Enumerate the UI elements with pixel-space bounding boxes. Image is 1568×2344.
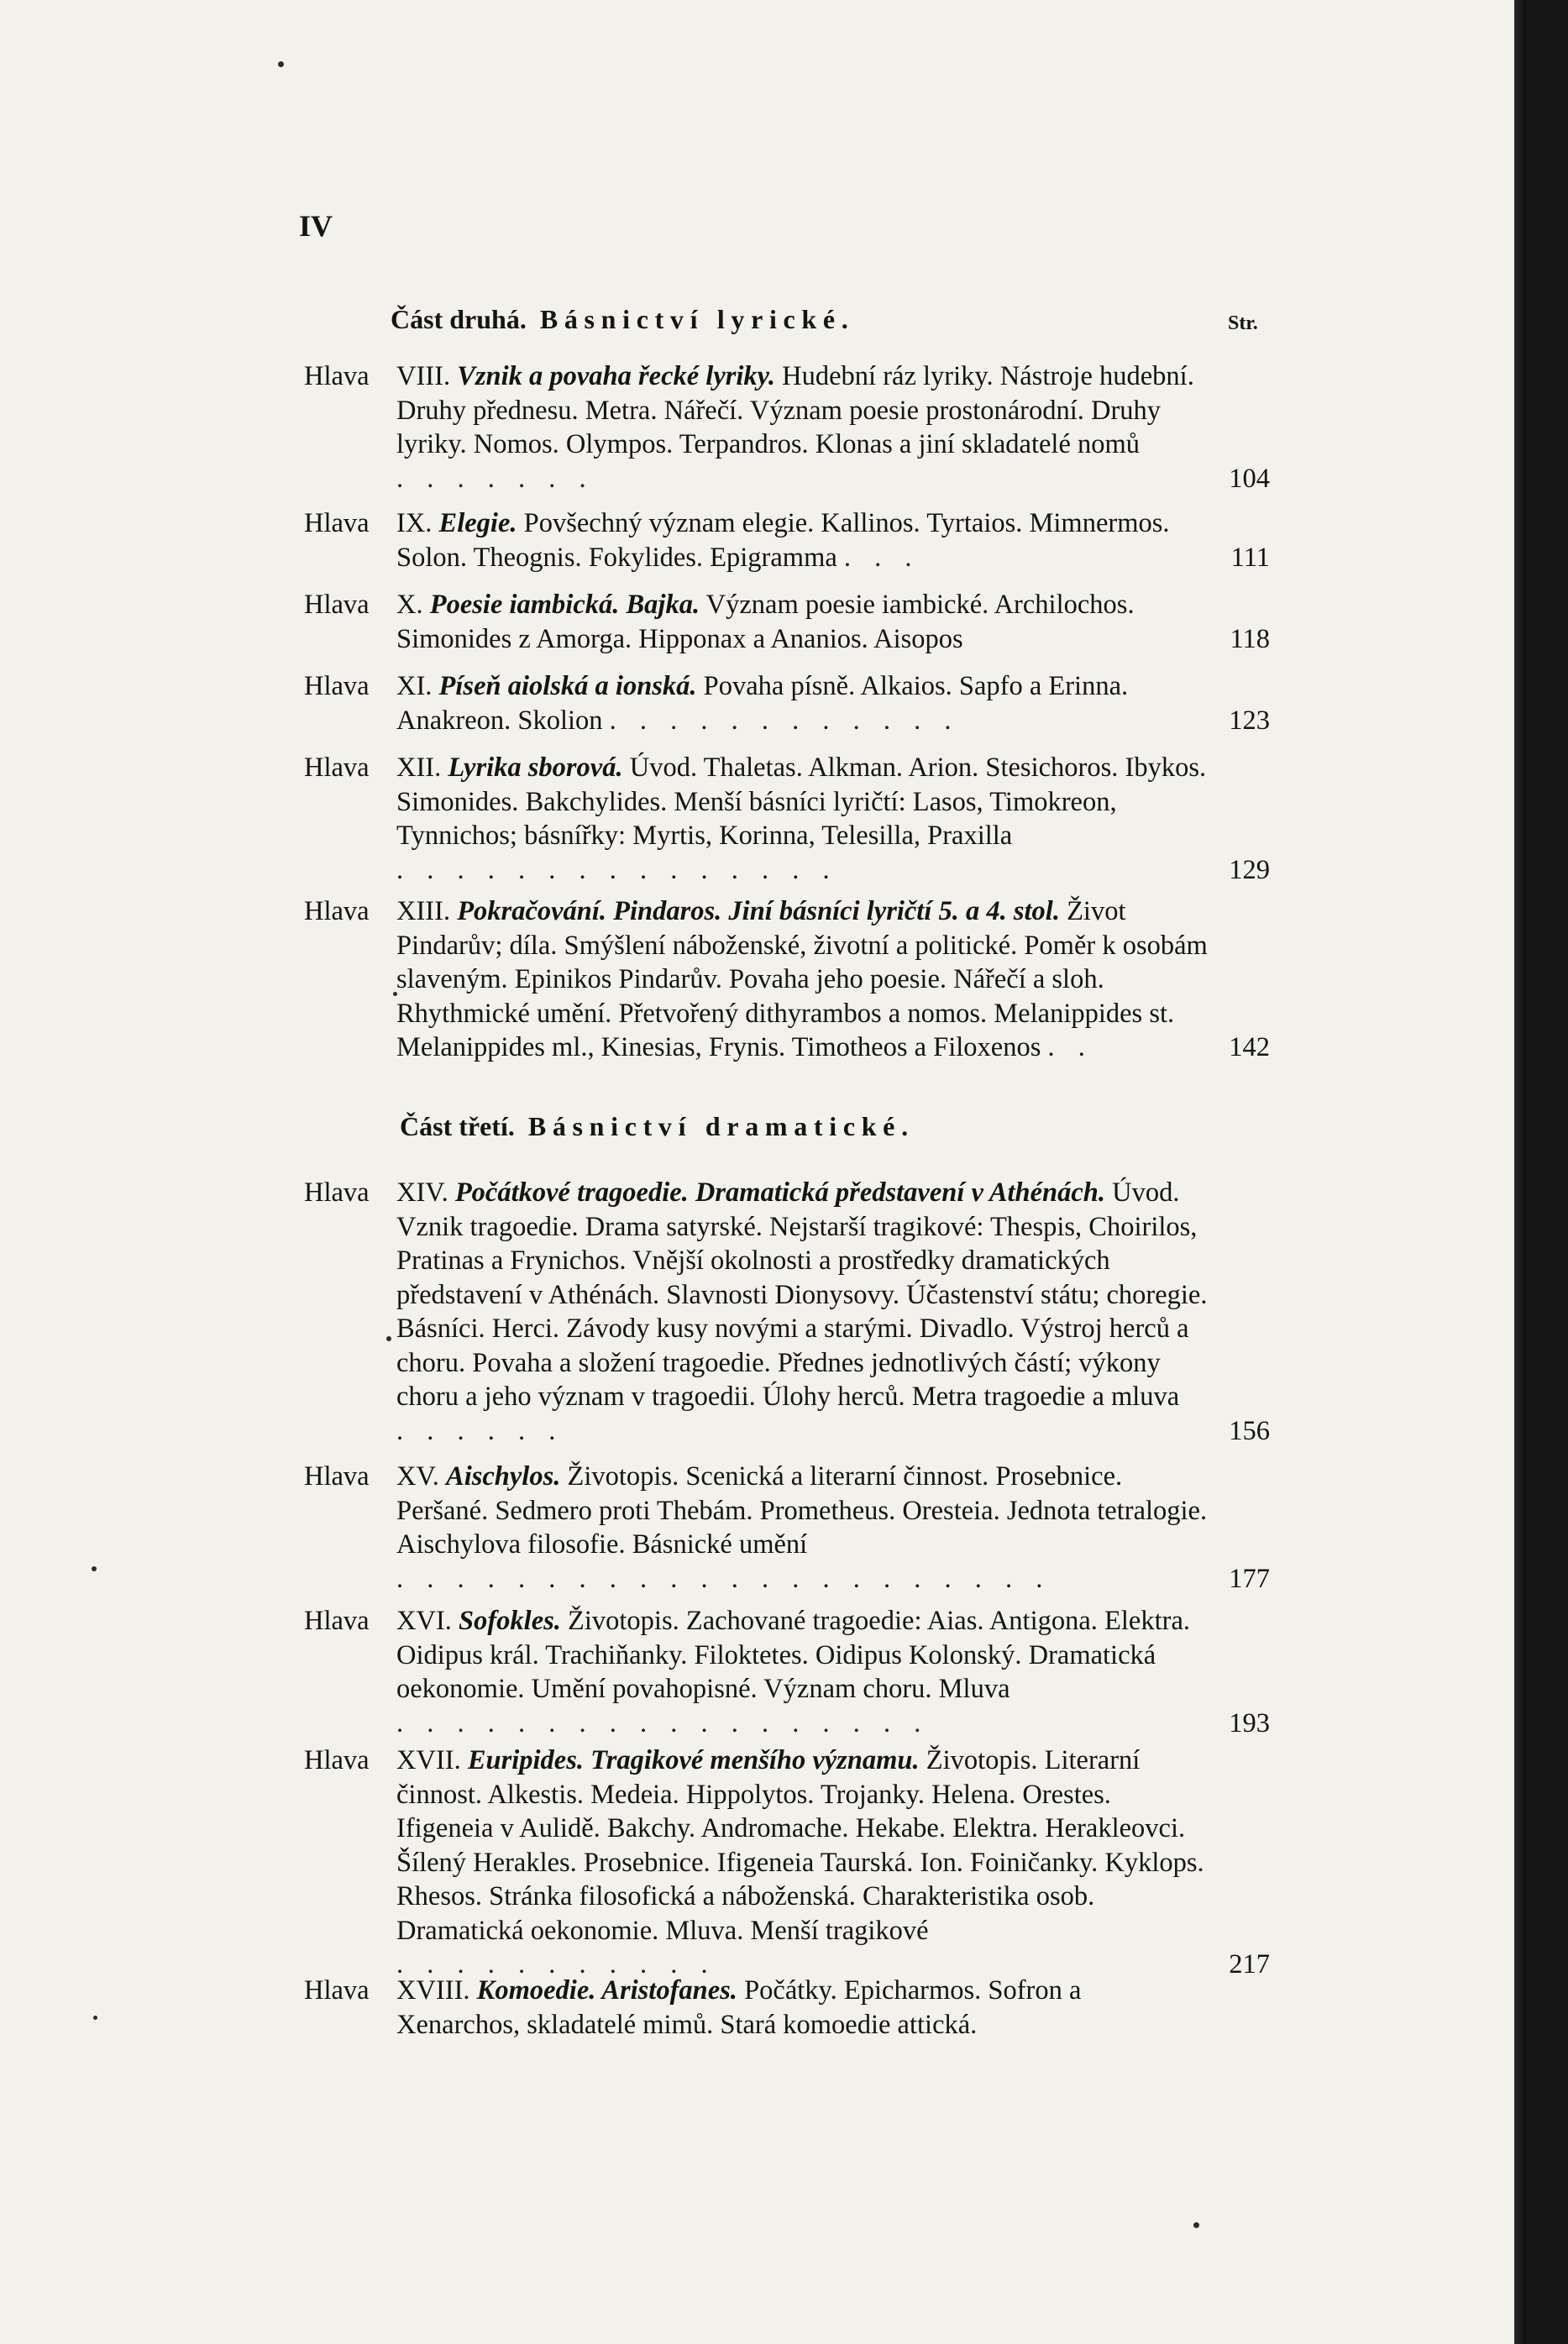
chapter-number: XVIII. <box>396 1975 470 2006</box>
chapter-title: Komoedie. Aristofanes. <box>476 1975 737 2006</box>
part-heading <box>400 1111 915 1142</box>
chapter-contents: Úvod. Vznik tragoedie. Drama satyrské. Nejstarší tragikové: Thespis, Choirilos, Pratinas a Frynichos. Vnější okolnosti a prostředky dramatických představení v Athénách. Slavnosti Dionysovy. Účastenství státu; choregie. Básníci. Herci. Závody kusy novými a starými. Divadlo. Výstroj herců a choru. Povaha a složení tragoedie. Přednes jednotlivých částí; výkony choru a jeho význam v tragoedii. Úlohy herců. Metra tragoedie a mluva <box>396 1177 1208 1412</box>
chapter-label: Hlava <box>304 1461 370 1492</box>
chapter-contents: Životopis. Literarní činnost. Alkestis. Medeia. Hippolytos. Trojanky. Helena. Orestes. Ifigeneia v Aulidě. Bakchy. Andromache. Hekabe. Elektra. Herakleovci. Šílený Herakles. Prosebnice. Ifigeneia Taurská. Ion. Foiničanky. Kyklops. Rhesos. Stránka filosofická a náboženská. Charakteristika osob. Dramatická oekonomie. Mluva. Menší tragikové <box>396 1745 1204 1946</box>
toc-entry <box>304 894 1270 1065</box>
chapter-contents: Povšechný význam elegie. Kallinos. Tyrtaios. Mimnermos. Solon. Theognis. Fokylides. Epigramma <box>396 508 1170 573</box>
leader-dots: . . . <box>843 542 920 573</box>
toc-entry <box>304 1604 1270 1740</box>
chapter-label: Hlava <box>304 1975 370 2006</box>
page-edge-shadow <box>1514 0 1568 2344</box>
toc-entry <box>304 1744 1270 1982</box>
part-label: Část druhá. <box>391 304 527 334</box>
chapter-label: Hlava <box>304 508 370 538</box>
chapter-title: Poesie iambická. Bajka. <box>429 590 700 620</box>
toc-entry <box>304 588 1270 656</box>
part-title: Básnictví lyrické. <box>539 304 855 334</box>
chapter-contents: Počátky. Epicharmos. Sofron a Xenarchos, skladatelé mimů. Stará komoedie attická. <box>396 1975 1082 2040</box>
toc-entry <box>304 1974 1270 2042</box>
chapter-label: Hlava <box>304 1177 370 1208</box>
leader-dots: . . . . . . <box>396 1415 564 1446</box>
leader-dots: . . . . . . . . . . . <box>396 1949 716 1980</box>
chapter-title: Lyrika sborová. <box>448 752 623 783</box>
chapter-contents: Životopis. Scenická a literarní činnost. Prosebnice. Peršané. Sedmero proti Thebám. Prometheus. Oresteia. Jednota tetralogie. Aischylova filosofie. Básnické umění <box>396 1461 1208 1560</box>
dust-speck <box>92 1566 97 1571</box>
chapter-number: X. <box>396 590 423 620</box>
chapter-contents: Povaha písně. Alkaios. Sapfo a Erinna. Anakreon. Skolion <box>396 671 1129 736</box>
dust-speck <box>93 2016 97 2020</box>
part-heading <box>391 304 854 335</box>
toc-entry <box>304 1460 1270 1596</box>
chapter-page: 217 <box>1229 1949 1270 1980</box>
chapter-page: 104 <box>1229 463 1270 494</box>
toc-entry <box>304 751 1270 887</box>
leader-dots: . . . . . . . <box>396 463 595 494</box>
dust-speck <box>278 61 284 67</box>
toc-entry <box>304 1176 1270 1448</box>
chapter-number: XVII. <box>396 1745 461 1775</box>
chapter-contents: Život Pindarův; díla. Smýšlení náboženské, životní a politické. Poměr k osobám slaveným. Epinikos Pindarův. Povaha jeho poesie. Nářečí a sloh. Rhythmické umění. Přetvořený dithyrambos a nomos. Melanippides st. Melanippides ml., Kinesias, Frynis. Timotheos a Filoxenos <box>396 896 1208 1062</box>
chapter-number: XI. <box>396 671 433 701</box>
chapter-title: Elegie. <box>438 508 517 538</box>
chapter-title: Počátkové tragoedie. Dramatická představení v Athénách. <box>454 1177 1106 1208</box>
chapter-page: 193 <box>1229 1707 1270 1738</box>
chapter-page: 111 <box>1230 542 1270 573</box>
chapter-number: XVI. <box>396 1606 452 1636</box>
chapter-number: XIII. <box>396 896 451 926</box>
chapter-label: Hlava <box>304 671 370 701</box>
leader-dots: . . <box>1047 1032 1093 1062</box>
leader-dots: . . . . . . . . . . . . . . . . . . . . . . <box>396 1563 1051 1594</box>
dust-speck <box>1193 2222 1199 2228</box>
chapter-contents: Význam poesie iambické. Archilochos. Simonides z Amorga. Hipponax a Ananios. Aisopos <box>396 590 1135 654</box>
chapter-contents: Úvod. Thaletas. Alkman. Arion. Stesichoros. Ibykos. Simonides. Bakchylides. Menší básníci lyričtí: Lasos, Timokreon, Tynnichos; básnířky: Myrtis, Korinna, Telesilla, Praxilla <box>396 752 1207 851</box>
leader-dots: . . . . . . . . . . . . . . . . . . <box>396 1707 930 1738</box>
chapter-title: Aischylos. <box>446 1461 561 1492</box>
part-label: Část třetí. <box>400 1111 515 1141</box>
chapter-page: 129 <box>1229 854 1270 885</box>
chapter-contents: Hudební ráz lyriky. Nástroje hudební. Druhy přednesu. Metra. Nářečí. Význam poesie prostonárodní. Druhy lyriky. Nomos. Olympos. Terpandros. Klonas a jiní skladatelé nomů <box>396 361 1194 459</box>
chapter-number: XII. <box>396 752 442 783</box>
chapter-page: 156 <box>1229 1415 1270 1446</box>
chapter-label: Hlava <box>304 361 370 391</box>
chapter-label: Hlava <box>304 896 370 926</box>
chapter-page: 142 <box>1229 1032 1270 1062</box>
chapter-title: Euripides. Tragikové menšího významu. <box>467 1745 920 1775</box>
leader-dots: . . . . . . . . . . . . <box>609 705 960 736</box>
leader-dots: . . . . . . . . . . . . . . . <box>396 854 838 885</box>
toc-entry <box>304 506 1270 574</box>
page-number: IV <box>299 209 333 243</box>
toc-entry <box>304 359 1270 496</box>
chapter-page: 123 <box>1229 705 1270 736</box>
chapter-number: XV. <box>396 1461 439 1492</box>
chapter-number: XIV. <box>396 1177 448 1208</box>
chapter-label: Hlava <box>304 752 370 783</box>
toc-entry <box>304 669 1270 737</box>
chapter-number: VIII. <box>396 361 451 391</box>
chapter-title: Vznik a povaha řecké lyriky. <box>457 361 776 391</box>
chapter-number: IX. <box>396 508 433 538</box>
chapter-title: Pokračování. Pindaros. Jiní básníci lyričtí 5. a 4. stol. <box>457 896 1060 926</box>
chapter-page: 177 <box>1229 1563 1270 1594</box>
chapter-title: Píseň aiolská a ionská. <box>438 671 697 701</box>
chapter-contents: Životopis. Zachované tragoedie: Aias. Antigona. Elektra. Oidipus král. Trachiňanky. Filoktetes. Oidipus Kolonský. Dramatická oekonomie. Umění povahopisné. Význam choru. Mluva <box>396 1606 1190 1704</box>
chapter-label: Hlava <box>304 1606 370 1636</box>
page-column-label: Str. <box>1228 312 1258 334</box>
chapter-title: Sofokles. <box>459 1606 561 1636</box>
chapter-label: Hlava <box>304 1745 370 1775</box>
chapter-label: Hlava <box>304 590 370 620</box>
part-title: Básnictví dramatické. <box>527 1111 915 1141</box>
chapter-page: 118 <box>1230 623 1270 654</box>
